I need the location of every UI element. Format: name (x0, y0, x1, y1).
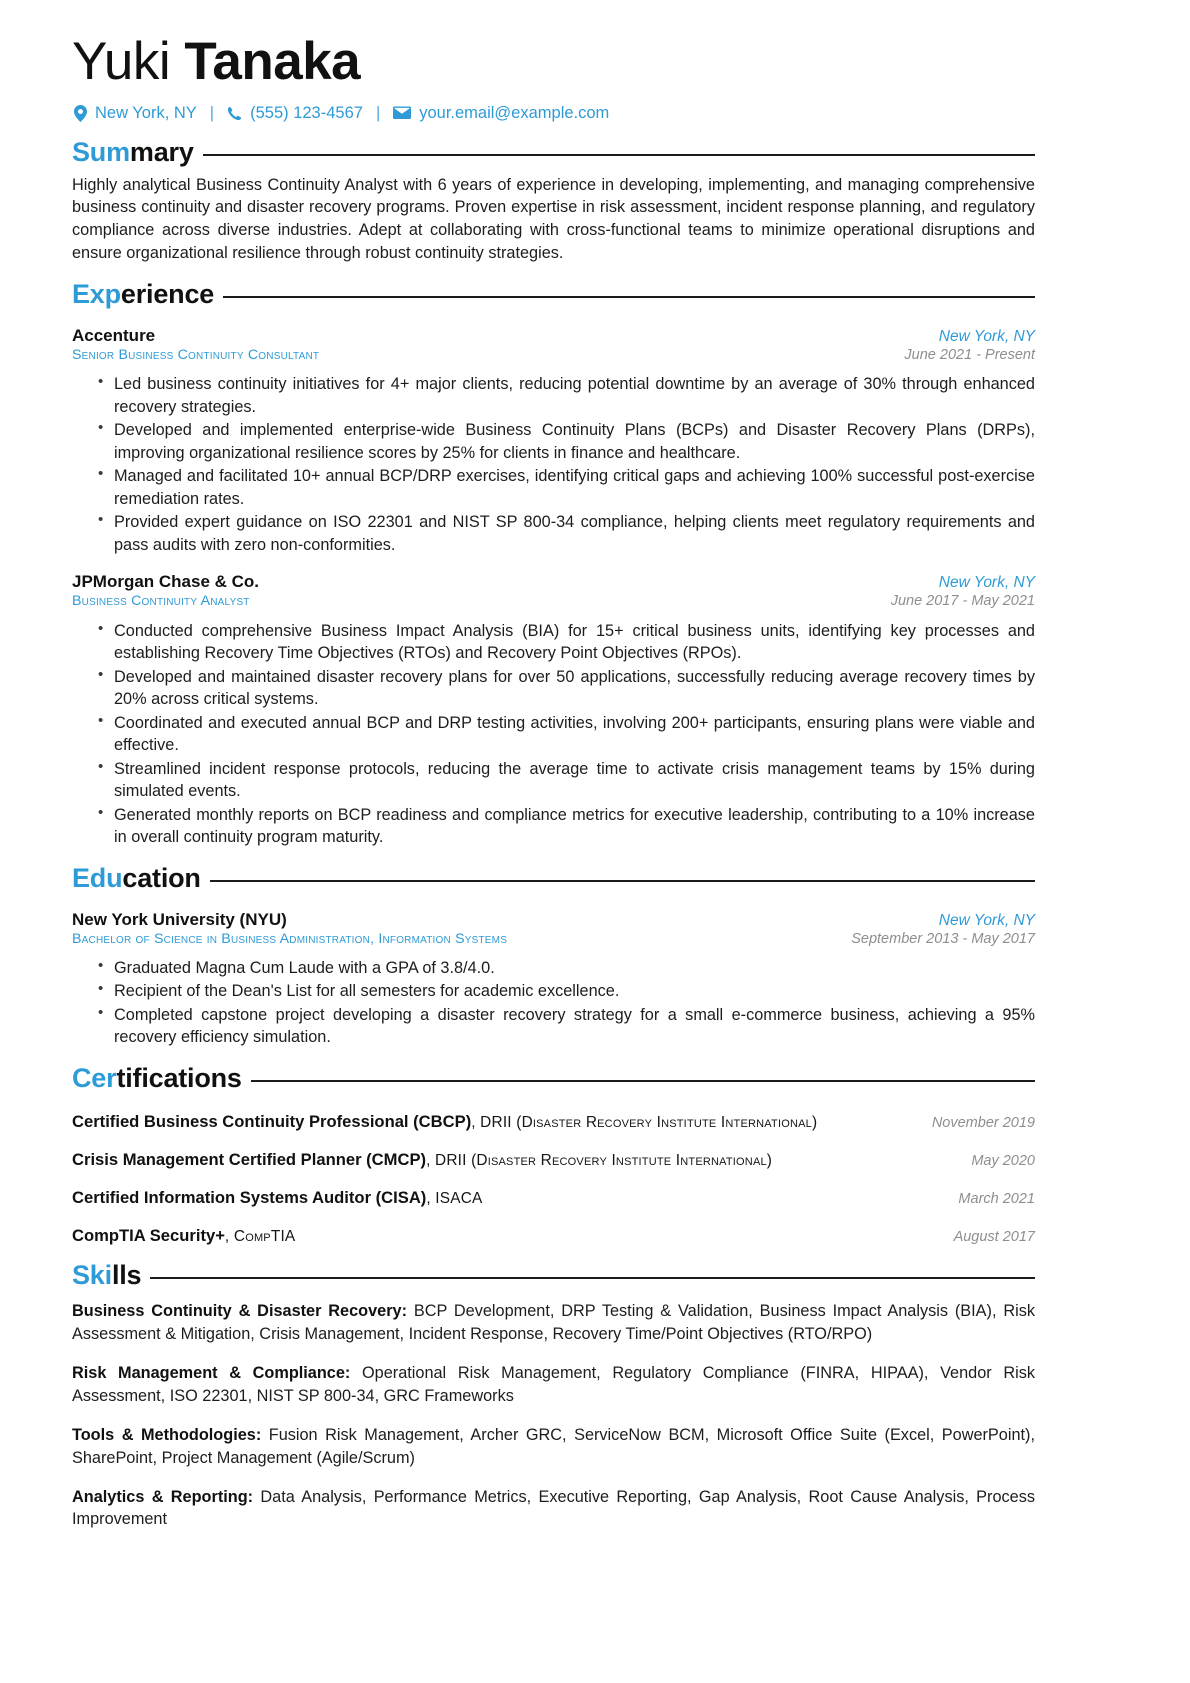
education-entry (72, 910, 1035, 1049)
section-title-highlight: Sum (72, 136, 130, 167)
certification-name: Certified Information Systems Auditor (CISA) (72, 1187, 427, 1207)
list-item: • Coordinated and executed annual BCP and DRP testing activities, involving 200+ participants, ensuring plans were viable and effective. (114, 712, 1035, 757)
certification-main (72, 1226, 295, 1246)
section-heading-education (72, 863, 1035, 894)
resume-header (72, 34, 1035, 123)
job-dates: June 2021 - Present (904, 346, 1035, 363)
section-title-rest: cation (122, 862, 201, 893)
certification-main (72, 1112, 817, 1132)
degree-dates: September 2013 - May 2017 (851, 930, 1035, 947)
section-title-skills (72, 1260, 141, 1291)
list-item: • Graduated Magna Cum Laude with a GPA of 3.8/4.0. (114, 957, 1035, 979)
certification-date: November 2019 (931, 1114, 1035, 1131)
contact-location-label: New York, NY (95, 103, 197, 122)
section-title-education (72, 863, 201, 894)
skill-category: Tools & Methodologies: (72, 1425, 262, 1444)
section-rule (210, 880, 1035, 882)
responsibility-list (72, 620, 1035, 849)
entry-subheader-row (72, 592, 1035, 610)
experience-entry (72, 572, 1035, 848)
entry-subheader-row (72, 346, 1035, 364)
section-skills (72, 1260, 1035, 1531)
skill-group (72, 1300, 1035, 1346)
certification-main (72, 1150, 772, 1170)
section-title-rest: mary (129, 136, 194, 167)
skill-category: Risk Management & Compliance: (72, 1363, 351, 1382)
skill-group (72, 1424, 1035, 1470)
skill-group (72, 1486, 1035, 1532)
page-title (72, 34, 1035, 90)
section-summary (72, 137, 1035, 265)
section-certifications (72, 1063, 1035, 1246)
certification-name: Certified Business Continuity Professional (CBCP) (72, 1111, 472, 1131)
contact-phone[interactable] (227, 104, 363, 123)
contact-separator-2: | (375, 103, 381, 122)
certification-name: CompTIA Security+ (72, 1225, 225, 1245)
list-item: • Conducted comprehensive Business Impact Analysis (BIA) for 15+ critical business units, identifying key processes and establishing Recovery Time Objectives (RTOs) and Recovery Point Objectives (RPOs). (114, 620, 1035, 665)
degree-title: Bachelor of Science in Business Administration, Information Systems (72, 930, 508, 947)
list-item: • Developed and maintained disaster recovery plans for over 50 applications, successfully reducing average recovery times by 20% across critical systems. (114, 666, 1035, 711)
list-item: • Streamlined incident response protocols, reducing the average time to activate crisis management teams by 15% during simulated events. (114, 758, 1035, 803)
employer-name: Accenture (72, 325, 156, 345)
section-rule (203, 154, 1035, 156)
section-title-rest: erience (120, 278, 215, 309)
list-item: • Recipient of the Dean's List for all semesters for academic excellence. (114, 980, 1035, 1002)
contact-location (74, 104, 197, 123)
section-title-rest: lls (111, 1259, 142, 1290)
entry-header-row (72, 572, 1035, 592)
certification-date: March 2021 (958, 1190, 1035, 1207)
achievement-list (72, 957, 1035, 1049)
job-title: Business Continuity Analyst (72, 593, 250, 610)
section-rule (223, 296, 1035, 298)
employer-name: JPMorgan Chase & Co. (72, 572, 260, 592)
entry-subheader-row (72, 930, 1035, 948)
summary-text: Highly analytical Business Continuity Analyst with 6 years of experience in developing, implementing, and managing comprehensive business continuity and disaster recovery programs. Proven expertise in risk assessment, incident response planning, and regulatory compliance across diverse industries. Adept at collaborating with cross-functional teams to minimize operational disruptions and ensure organizational resilience through robust continuity strategies. (72, 175, 1035, 263)
experience-entry (72, 326, 1035, 556)
section-heading-summary (72, 137, 1035, 168)
certification-row (72, 1188, 1035, 1208)
job-title: Senior Business Continuity Consultant (72, 346, 320, 363)
skill-category: Analytics & Reporting: (72, 1487, 254, 1506)
certification-row (72, 1150, 1035, 1170)
section-experience (72, 279, 1035, 849)
skill-items: Fusion Risk Management, Archer GRC, ServiceNow BCM, Microsoft Office Suite (Excel, PowerPoint), SharePoint, Project Management (Agile/Scrum) (72, 1425, 1035, 1467)
section-heading-experience (72, 279, 1035, 310)
certification-name: Crisis Management Certified Planner (CMCP) (72, 1149, 427, 1169)
section-rule (150, 1277, 1035, 1279)
skill-group (72, 1362, 1035, 1408)
last-name: Tanaka (184, 32, 361, 91)
employer-location: New York, NY (938, 574, 1035, 592)
section-title-experience (72, 279, 214, 310)
certification-row (72, 1112, 1035, 1132)
certification-row (72, 1226, 1035, 1246)
first-name: Yuki (72, 32, 171, 91)
contact-email-label: your.email@example.com (419, 103, 610, 122)
skill-items: BCP Development, DRP Testing & Validation, Business Impact Analysis (BIA), Risk Assessment & Mitigation, Crisis Management, Incident Response, Recovery Time/Point Objectives (RTO/RPO) (72, 1301, 1035, 1343)
list-item: • Developed and implemented enterprise-wide Business Continuity Plans (BCPs) and Disaster Recovery Plans (DRPs), improving organizational resilience scores by 25% for clients in finance and healthcare. (114, 419, 1035, 464)
contact-separator-1: | (209, 103, 215, 122)
contact-phone-label: (555) 123-4567 (250, 103, 363, 122)
list-item: • Generated monthly reports on BCP readiness and compliance metrics for executive leadership, contributing to a 10% increase in overall continuity program maturity. (114, 804, 1035, 849)
map-pin-icon (74, 105, 87, 122)
section-heading-skills (72, 1260, 1035, 1291)
certification-main (72, 1188, 482, 1208)
certification-issuer: , DRII (Disaster Recovery Institute International) (471, 1113, 818, 1131)
certification-issuer: , CompTIA (224, 1227, 296, 1245)
entry-header-row (72, 910, 1035, 930)
section-title-certifications (72, 1063, 242, 1094)
skill-items: Operational Risk Management, Regulatory Compliance (FINRA, HIPAA), Vendor Risk Assessment, ISO 22301, NIST SP 800-34, GRC Frameworks (72, 1363, 1035, 1405)
skill-category: Business Continuity & Disaster Recovery: (72, 1301, 408, 1320)
section-title-highlight: Exp (72, 278, 121, 309)
entry-header-row (72, 326, 1035, 346)
section-education (72, 863, 1035, 1049)
school-name: New York University (NYU) (72, 909, 287, 929)
certification-issuer: , DRII (Disaster Recovery Institute International) (426, 1151, 773, 1169)
list-item: • Managed and facilitated 10+ annual BCP/DRP exercises, identifying critical gaps and achieving 100% successful post-exercise remediation rates. (114, 465, 1035, 510)
school-location: New York, NY (938, 911, 1035, 929)
envelope-icon (393, 106, 411, 120)
section-rule (251, 1080, 1035, 1082)
phone-icon (227, 106, 242, 121)
list-item: • Led business continuity initiatives for 4+ major clients, reducing potential downtime by an average of 30% through enhanced recovery strategies. (114, 373, 1035, 418)
list-item: • Provided expert guidance on ISO 22301 and NIST SP 800-34 compliance, helping clients meet regulatory requirements and pass audits with zero non-conformities. (114, 511, 1035, 556)
section-title-highlight: Cer (72, 1062, 117, 1093)
responsibility-list (72, 373, 1035, 556)
certification-issuer: , ISACA (426, 1189, 483, 1207)
section-title-highlight: Edu (72, 862, 123, 893)
job-dates: June 2017 - May 2021 (890, 593, 1035, 610)
contact-bar (74, 104, 1035, 123)
section-title-summary (72, 137, 194, 168)
section-title-highlight: Ski (72, 1259, 112, 1290)
employer-location: New York, NY (938, 327, 1035, 345)
certification-date: May 2020 (971, 1152, 1035, 1169)
skill-items: Data Analysis, Performance Metrics, Executive Reporting, Gap Analysis, Root Cause Analysis, Process Improvement (72, 1487, 1035, 1529)
section-title-rest: tifications (116, 1062, 242, 1093)
certification-date: August 2017 (953, 1228, 1035, 1245)
contact-email[interactable] (393, 104, 609, 123)
section-heading-certifications (72, 1063, 1035, 1094)
list-item: • Completed capstone project developing a disaster recovery strategy for a small e-commerce business, achieving a 95% recovery efficiency simulation. (114, 1004, 1035, 1049)
